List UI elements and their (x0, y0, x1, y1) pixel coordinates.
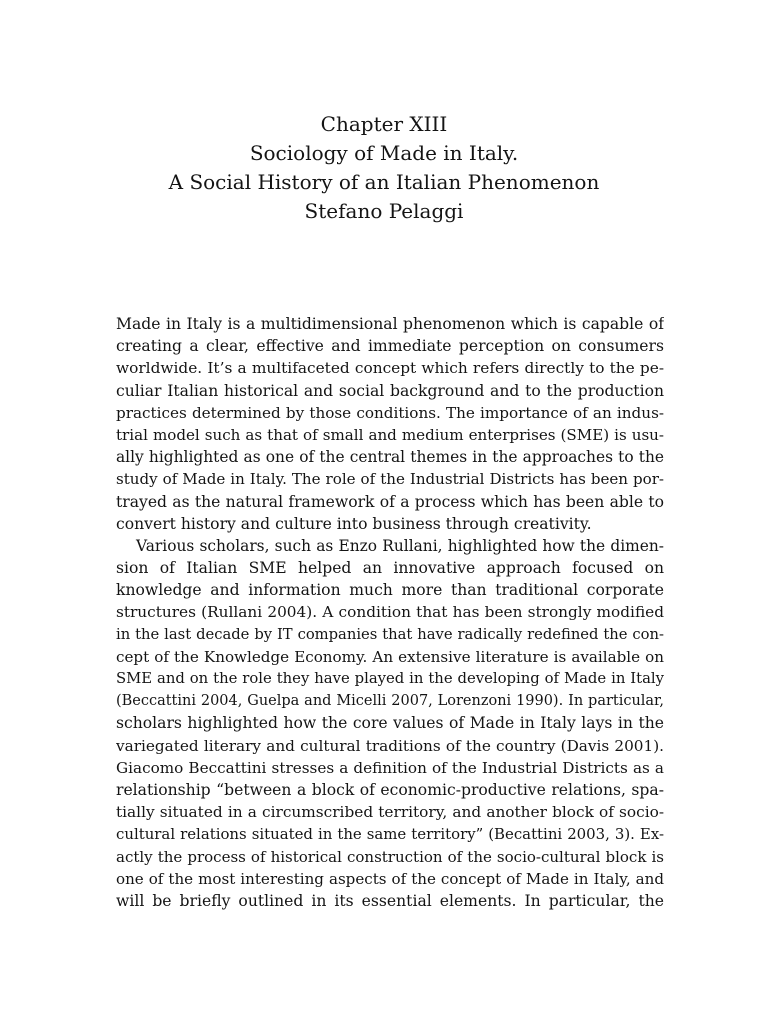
text-line: Various scholars, such as Enzo Rullani, highlighted how the dimen- (136, 536, 664, 555)
text-line: variegated literary and cultural traditions of the country (Davis 2001). (116, 736, 664, 755)
text-line: tially situated in a circumscribed territory, and another block of socio- (116, 803, 664, 822)
paragraph-2 (116, 535, 664, 912)
text-line: creating a clear, effective and immediate perception on consumers (116, 337, 664, 356)
chapter-number: Chapter XIII (320, 112, 448, 136)
text-line: Giacomo Beccattini stresses a definition of the Industrial Districts as a (116, 758, 664, 777)
chapter-header (0, 110, 768, 226)
text-line: cultural relations situated in the same territory” (Becattini 2003, 3). Ex- (116, 825, 664, 844)
body-text (116, 313, 664, 912)
text-line: one of the most interesting aspects of the concept of Made in Italy, and (116, 869, 664, 888)
text-line: cept of the Knowledge Economy. An extensive literature is available on (116, 647, 664, 666)
text-line: relationship “between a block of economic-productive relations, spa- (116, 780, 664, 799)
text-line: practices determined by those conditions. The importance of an indus- (116, 403, 664, 422)
text-line: knowledge and information much more than traditional corporate (116, 581, 664, 600)
text-line: SME and on the role they have played in the developing of Made in Italy (116, 670, 664, 687)
text-line: convert history and culture into business through creativity. (116, 514, 592, 533)
text-line: culiar Italian historical and social background and to the production (116, 381, 664, 400)
chapter-subtitle: A Social History of an Italian Phenomenon (168, 170, 600, 194)
text-line: Made in Italy is a multidimensional phenomenon which is capable of (116, 315, 664, 333)
text-line: (Beccattini 2004, Guelpa and Micelli 2007, Lorenzoni 1990). In particular, (116, 693, 664, 710)
text-line: actly the process of historical construction of the socio-cultural block is (116, 847, 664, 866)
text-line: trayed as the natural framework of a process which has been able to (116, 492, 664, 511)
chapter-author: Stefano Pelaggi (304, 199, 464, 223)
text-line: study of Made in Italy. The role of the Industrial Districts has been por- (116, 470, 664, 489)
chapter-title: Sociology of Made in Italy. (249, 141, 519, 165)
text-line: ally highlighted as one of the central themes in the approaches to the (116, 448, 664, 467)
text-line: trial model such as that of small and medium enterprises (SME) is usu- (116, 425, 664, 444)
text-line: sion of Italian SME helped an innovative approach focused on (116, 559, 664, 578)
text-line: worldwide. It’s a multifaceted concept which refers directly to the pe- (116, 359, 664, 378)
text-line: structures (Rullani 2004). A condition that has been strongly modified (116, 603, 664, 622)
text-line: scholars highlighted how the core values of Made in Italy lays in the (116, 714, 664, 733)
text-line: will be briefly outlined in its essential elements. In particular, the (116, 891, 664, 910)
paragraph-1 (116, 313, 664, 535)
text-line: in the last decade by IT companies that have radically redefined the con- (116, 625, 664, 643)
